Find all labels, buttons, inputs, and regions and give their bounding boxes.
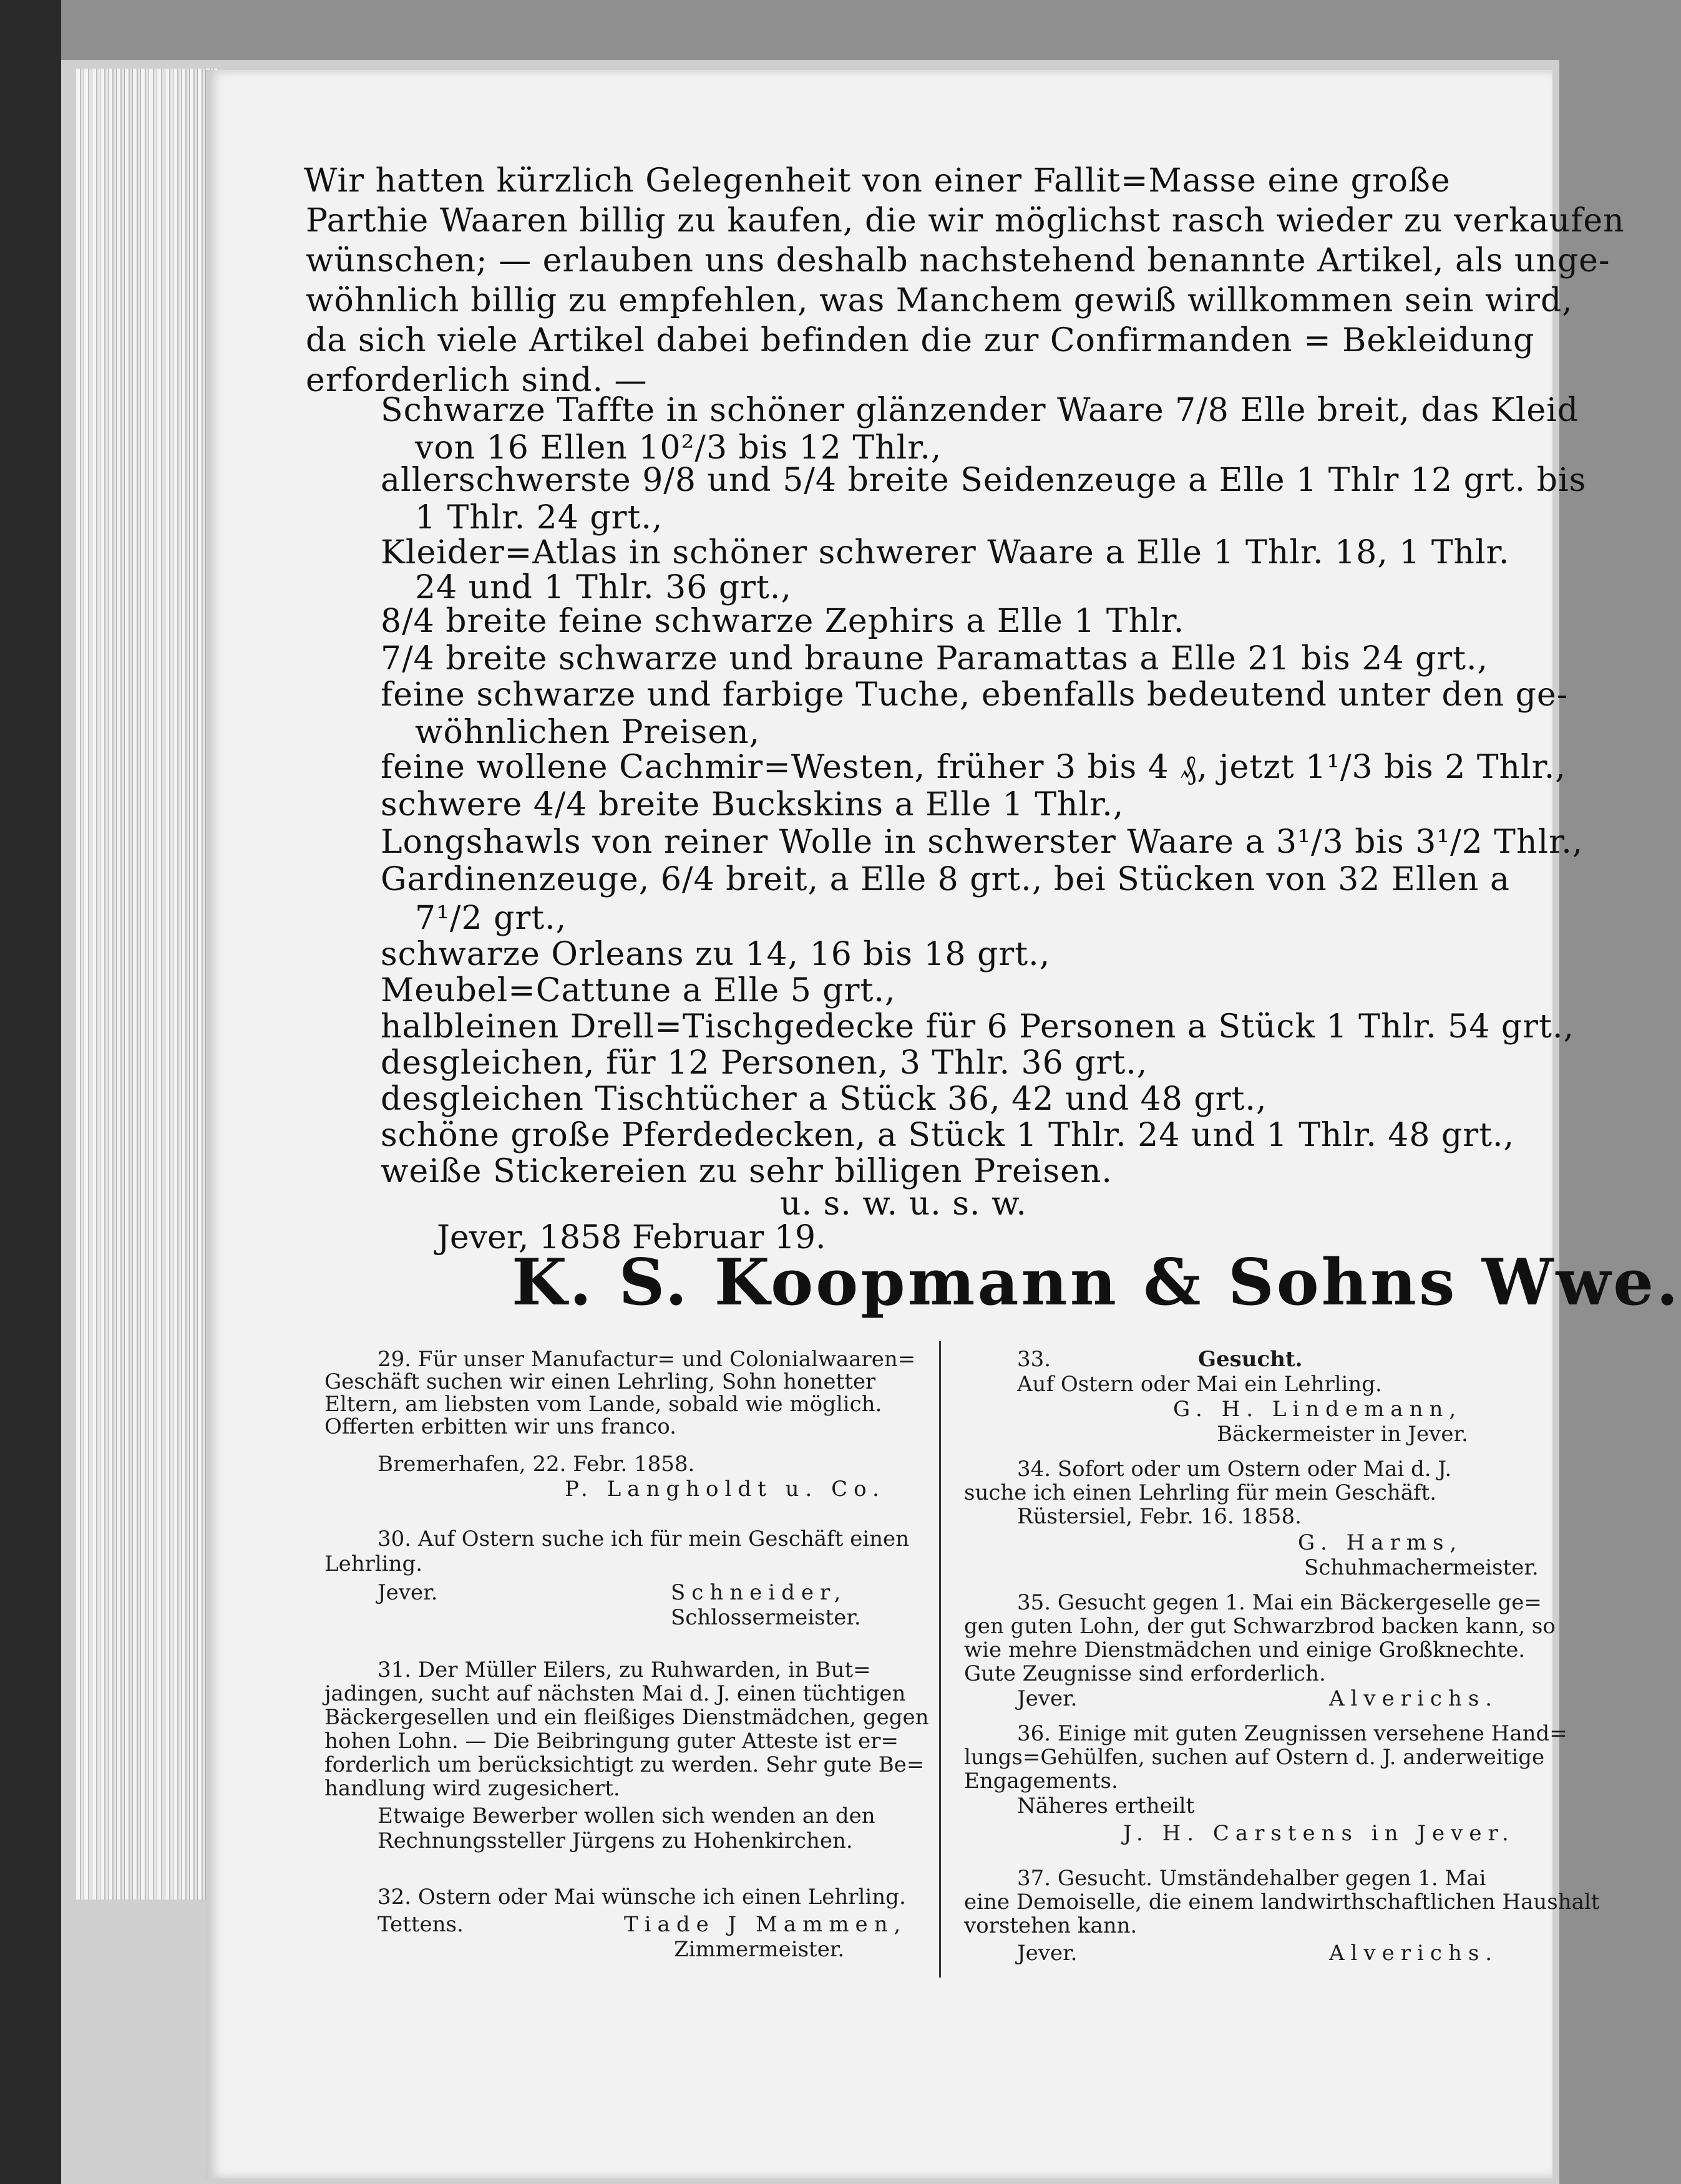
- article-line: desgleichen Tischtücher a Stück 36, 42 und 48 grt.,: [381, 1080, 1267, 1118]
- ad-32-line: 32. Ostern oder Mai wünsche ich einen Lehrling.: [378, 1885, 906, 1910]
- ad-35-place: Jever.: [1017, 1686, 1078, 1711]
- ad-29-line: Geschäft suchen wir einen Lehrling, Sohn honetter: [324, 1369, 876, 1394]
- ad-34-line: Rüstersiel, Febr. 16. 1858.: [1017, 1504, 1302, 1529]
- ad-33-heading: Gesucht.: [1198, 1347, 1303, 1372]
- article-line: weiße Stickereien zu sehr billigen Preisen.: [381, 1153, 1113, 1190]
- article-line: Gardinenzeuge, 6/4 breit, a Elle 8 grt., bei Stücken von 32 Ellen a: [381, 861, 1510, 898]
- intro-line-6: erforderlich sind. —: [306, 362, 648, 399]
- ad-29-line: Offerten erbitten wir uns franco.: [324, 1414, 676, 1439]
- ad-34-line: 34. Sofort oder um Ostern oder Mai d. J.: [1017, 1457, 1452, 1482]
- ad-31-line: Bäckergesellen und ein fleißiges Dienstmädchen, gegen: [324, 1705, 929, 1730]
- ad-33-signature: Bäckermeister in Jever.: [1217, 1422, 1468, 1447]
- article-line: Schwarze Taffte in schöner glänzender Waare 7/8 Elle breit, das Kleid: [381, 392, 1579, 429]
- article-line: feine schwarze und farbige Tuche, ebenfalls bedeutend unter den ge-: [381, 676, 1569, 714]
- page-edges: [76, 69, 220, 1900]
- ad-35-line: gen guten Lohn, der gut Schwarzbrod backen kann, so: [964, 1614, 1556, 1639]
- article-line: wöhnlichen Preisen,: [415, 714, 761, 751]
- ad-34-line: suche ich einen Lehrling für mein Geschäft.: [964, 1480, 1437, 1505]
- ad-29-line: Bremerhafen, 22. Febr. 1858.: [378, 1452, 695, 1477]
- ad-30-signature: Schneider,: [671, 1580, 847, 1605]
- ad-37-line: eine Demoiselle, die einem landwirthschaftlichen Haushalt: [964, 1890, 1600, 1915]
- article-line: Kleider=Atlas in schöner schwerer Waare a Elle 1 Thlr. 18, 1 Thlr.: [381, 534, 1510, 571]
- ad-31-line: 31. Der Müller Eilers, zu Ruhwarden, in But=: [378, 1657, 871, 1682]
- article-line: 7¹/2 grt.,: [415, 900, 567, 937]
- ad-37-line: vorstehen kann.: [964, 1913, 1138, 1938]
- article-line: schwere 4/4 breite Buckskins a Elle 1 Thlr.,: [381, 786, 1124, 823]
- ad-31-line: forderlich um berücksichtigt zu werden. Sehr gute Be=: [324, 1752, 925, 1777]
- ad-37-place: Jever.: [1017, 1941, 1078, 1966]
- ad-30-signature: Schlossermeister.: [671, 1605, 861, 1630]
- article-line: 24 und 1 Thlr. 36 grt.,: [415, 569, 792, 606]
- ad-31-line: jadingen, sucht auf nächsten Mai d. J. einen tüchtigen: [324, 1681, 906, 1706]
- intro-line-2: Parthie Waaren billig zu kaufen, die wir möglichst rasch wieder zu verkaufen: [306, 202, 1625, 240]
- article-line: schöne große Pferdedecken, a Stück 1 Thlr. 24 und 1 Thlr. 48 grt.,: [381, 1117, 1515, 1154]
- scan-background: [0, 0, 61, 2184]
- ad-35-line: 35. Gesucht gegen 1. Mai ein Bäckergeselle ge=: [1017, 1590, 1542, 1615]
- ad-31-line: hohen Lohn. — Die Beibringung guter Atteste ist er=: [324, 1729, 899, 1754]
- ad-34-signature: Schuhmachermeister.: [1304, 1555, 1539, 1580]
- ad-31-line: Etwaige Bewerber wollen sich wenden an den: [378, 1803, 875, 1828]
- article-line: allerschwerste 9/8 und 5/4 breite Seidenzeuge a Elle 1 Thlr 12 grt. bis: [381, 462, 1587, 499]
- intro-line-3: wünschen; — erlauben uns deshalb nachstehend benannte Artikel, als unge-: [306, 242, 1610, 279]
- article-line: halbleinen Drell=Tischgedecke für 6 Personen a Stück 1 Thlr. 54 grt.,: [381, 1008, 1574, 1046]
- ad-32-signature: Zimmermeister.: [674, 1937, 845, 1962]
- ad-29-signature: P. Langholdt u. Co.: [565, 1477, 885, 1502]
- ad-36-line: 36. Einige mit guten Zeugnissen versehene Hand=: [1017, 1721, 1567, 1746]
- ad-33-signature: G. H. Lindemann,: [1173, 1397, 1463, 1422]
- article-line: u. s. w. u. s. w.: [780, 1185, 1027, 1223]
- ad-30-line: 30. Auf Ostern suche ich für mein Geschäft einen: [378, 1526, 910, 1551]
- article-line: von 16 Ellen 10²/3 bis 12 Thlr.,: [415, 429, 942, 467]
- article-line: 7/4 breite schwarze und braune Paramattas a Elle 21 bis 24 grt.,: [381, 640, 1489, 677]
- article-line: schwarze Orleans zu 14, 16 bis 18 grt.,: [381, 936, 1051, 973]
- column-divider: [939, 1341, 941, 1978]
- ad-31-line: handlung wird zugesichert.: [324, 1776, 620, 1801]
- intro-line-4: wöhnlich billig zu empfehlen, was Manchem gewiß willkommen sein wird,: [306, 282, 1573, 319]
- ad-32-place: Tettens.: [378, 1912, 464, 1937]
- ad-37-signature: Alverichs.: [1329, 1941, 1499, 1966]
- ad-31-line: Rechnungssteller Jürgens zu Hohenkirchen.: [378, 1828, 853, 1853]
- ad-35-line: wie mehre Dienstmädchen und einige Großknechte.: [964, 1638, 1526, 1662]
- article-line: 8/4 breite feine schwarze Zephirs a Elle 1 Thlr.: [381, 603, 1185, 640]
- ad-36-line: Engagements.: [964, 1769, 1118, 1793]
- intro-line-5: da sich viele Artikel dabei befinden die zur Confirmanden = Bekleidung: [306, 322, 1535, 359]
- ad-36-signature: J. H. Carstens in Jever.: [1123, 1821, 1515, 1846]
- ad-33-line: Auf Ostern oder Mai ein Lehrling.: [1017, 1372, 1382, 1397]
- intro-line-1: Wir hatten kürzlich Gelegenheit von einer Fallit=Masse eine große: [304, 162, 1451, 200]
- ad-29-line: Eltern, am liebsten vom Lande, sobald wie möglich.: [324, 1392, 882, 1417]
- firm-name: K. S. Koopmann & Sohns Wwe.: [512, 1245, 1681, 1320]
- ad-36-line: lungs=Gehülfen, suchen auf Ostern d. J. anderweitige: [964, 1745, 1545, 1770]
- ad-35-signature: Alverichs.: [1329, 1686, 1499, 1711]
- ad-30-place: Jever.: [378, 1580, 438, 1605]
- ad-35-line: Gute Zeugnisse sind erforderlich.: [964, 1661, 1326, 1686]
- date-line: Jever, 1858 Februar 19.: [437, 1219, 826, 1256]
- article-line: Longshawls von reiner Wolle in schwerster Waare a 3¹/3 bis 3¹/2 Thlr.,: [381, 823, 1584, 861]
- ad-29-line: 29. Für unser Manufactur= und Colonialwaaren=: [378, 1347, 916, 1372]
- ad-37-line: 37. Gesucht. Umständehalber gegen 1. Mai: [1017, 1866, 1486, 1891]
- ad-32-signature: Tiade J Mammen,: [624, 1912, 907, 1937]
- ad-36-line: Näheres ertheilt: [1017, 1793, 1195, 1818]
- ad-34-signature: G. Harms,: [1298, 1530, 1463, 1555]
- ad-30-line: Lehrling.: [324, 1551, 423, 1576]
- article-line: desgleichen, für 12 Personen, 3 Thlr. 36 grt.,: [381, 1044, 1148, 1082]
- ad-33-number: 33.: [1017, 1347, 1051, 1372]
- article-line: feine wollene Cachmir=Westen, früher 3 bis 4 ₰, jetzt 1¹/3 bis 2 Thlr.,: [381, 749, 1566, 786]
- article-line: Meubel=Cattune a Elle 5 grt.,: [381, 972, 896, 1009]
- article-line: 1 Thlr. 24 grt.,: [415, 499, 663, 536]
